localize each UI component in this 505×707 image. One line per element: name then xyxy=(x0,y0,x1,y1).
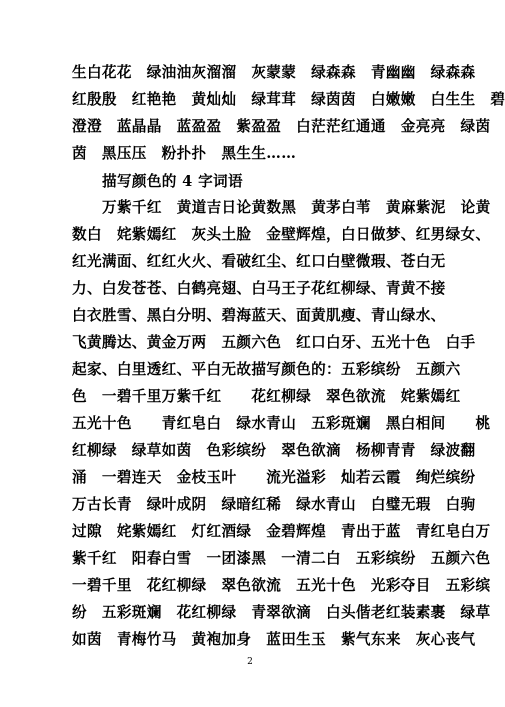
text-line: 红柳绿 绿草如茵 色彩缤纷 翠色欲滴 杨柳青青 绿波翻 xyxy=(72,442,476,459)
text-line: 数白 姹紫嫣红 灰头土脸 金壁辉煌，白日做梦、红男绿女、 xyxy=(72,226,491,243)
text-line: 红殷殷 红艳艳 黄灿灿 绿茸茸 绿茵茵 白嫩嫩 白生生 碧 xyxy=(72,91,505,108)
text-line: 万紫千红 黄道吉日论黄数黑 黄茅白苇 黄麻紫泥 论黄 xyxy=(102,199,491,216)
page-number: 2 xyxy=(247,657,253,667)
text-line: 起家、白里透红、平白无故描写颜色的：五彩缤纷 五颜六 xyxy=(72,361,461,378)
text-line: 澄澄 蓝晶晶 蓝盈盈 紫盈盈 白茫茫红通通 金亮亮 绿茵 xyxy=(72,118,491,135)
section-heading: 描写颜色的 4 字词语 xyxy=(102,173,243,190)
text-line: 过隙 姹紫嫣红 灯红酒绿 金碧辉煌 青出于蓝 青红皂白万 xyxy=(72,523,491,540)
text-line: 涌 一碧连天 金枝玉叶 流光溢彩 灿若云霞 绚烂缤纷 xyxy=(72,469,476,486)
text-line: 红光满面、红红火火、看破红尘、红口白壁微瑕、苍白无 xyxy=(72,253,446,270)
text-line: 纷 五彩斑斓 花红柳绿 青翠欲滴 白头偕老红装素裹 绿草 xyxy=(72,604,491,621)
text-line: 生白花花 绿油油灰溜溜 灰蒙蒙 绿森森 青幽幽 绿森森 xyxy=(72,64,476,81)
text-line: 力、白发苍苍、白鹤亮翅、白马王子花红柳绿、青黄不接 xyxy=(72,280,446,297)
text-line: 飞黄腾达、黄金万两 五颜六色 红口白牙、五光十色 白手 xyxy=(72,334,476,351)
text-line: 如茵 青梅竹马 黄袍加身 蓝田生玉 紫气东来 灰心丧气 xyxy=(72,631,476,648)
text-line: 五光十色 青红皂白 绿水青山 五彩斑斓 黑白相间 桃 xyxy=(72,415,491,432)
text-line: 茵 黑压压 粉扑扑 黑生生…… xyxy=(72,145,297,162)
text-line: 色 一碧千里万紫千红 花红柳绿 翠色欲流 姹紫嫣红 xyxy=(72,388,461,405)
text-line: 万古长青 绿叶成阴 绿暗红稀 绿水青山 白璧无瑕 白驹 xyxy=(72,496,476,513)
text-line: 一碧千里 花红柳绿 翠色欲流 五光十色 光彩夺目 五彩缤 xyxy=(72,577,491,594)
text-line: 白衣胜雪、黑白分明、碧海蓝天、面黄肌瘦、青山绿水、 xyxy=(72,307,446,324)
text-line: 紫千红 阳春白雪 一团漆黑 一清二白 五彩缤纷 五颜六色 xyxy=(72,550,491,567)
